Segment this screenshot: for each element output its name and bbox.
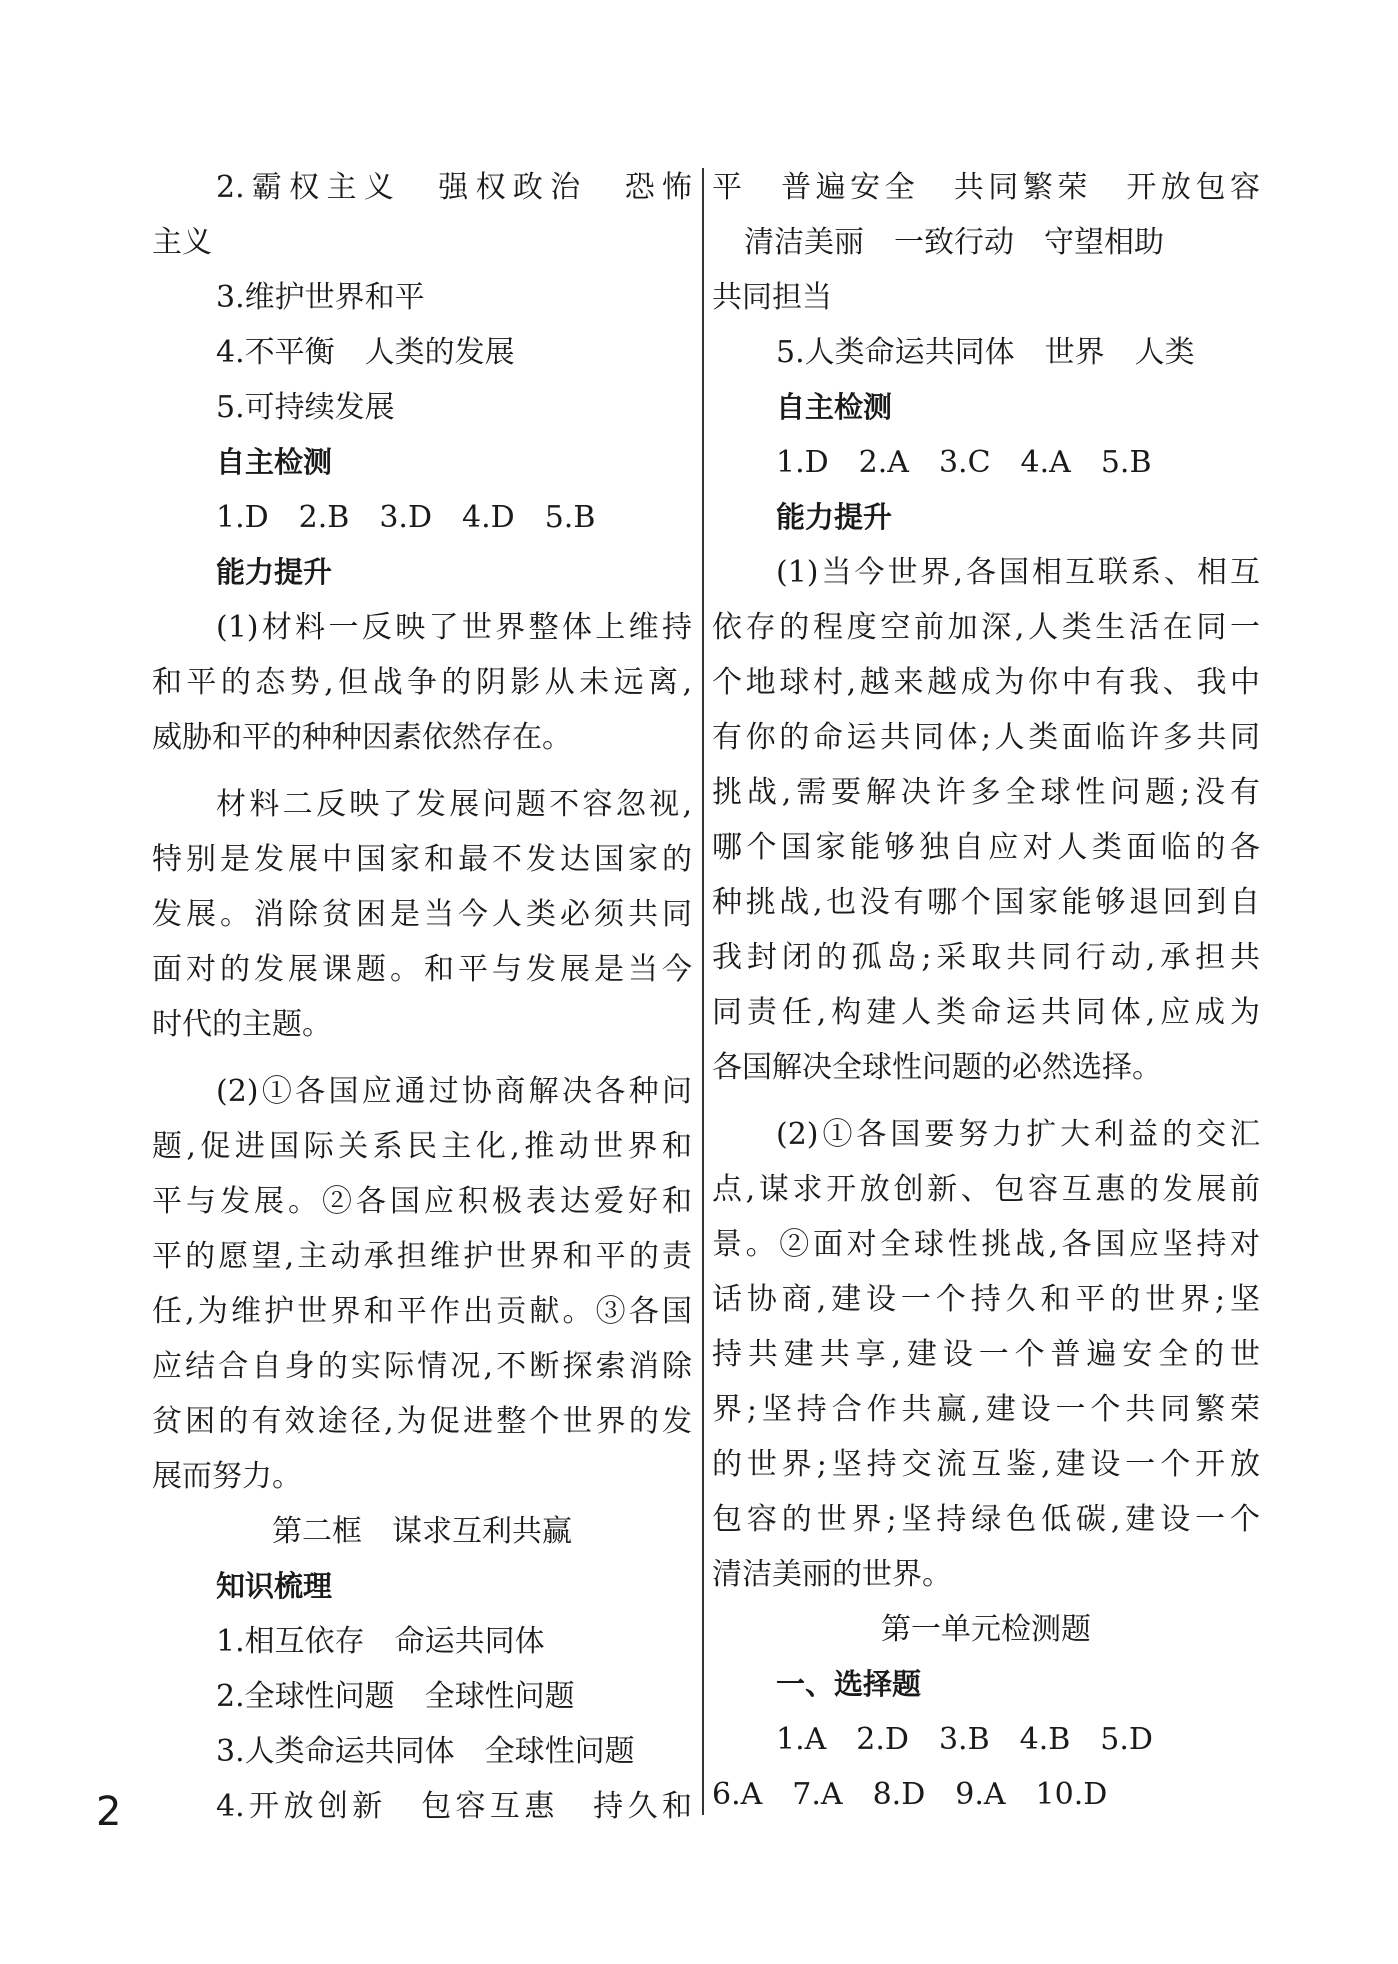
right-text-line: 清洁美丽 一致行动 守望相助 [744,225,1164,260]
right-heading: 一、选择题 [776,1667,922,1701]
right-text-line: 个地球村,越来越成为你中有我、我中 [712,665,1260,700]
right-section-title: 第一单元检测题 [881,1612,1091,1647]
left-text-line: 任,为维护世界和平作出贡献。③各国 [152,1294,692,1329]
right-text-line: 哪个国家能够独自应对人类面临的各 [712,830,1260,865]
right-gap [712,1095,1260,1107]
left-text-line: 主义 [152,225,212,260]
left-text-line: 发展。消除贫困是当今人类必须共同 [152,897,692,932]
right-text-line: (1)当今世界,各国相互联系、相互 [776,555,1260,590]
left-gap [152,1052,692,1064]
right-text-line: 界;坚持合作共赢,建设一个共同繁荣 [712,1392,1260,1427]
right-text-line: 清洁美丽的世界。 [712,1557,952,1592]
left-text-line: 2.全球性问题 全球性问题 [216,1679,575,1714]
left-text-line: 展而努力。 [152,1459,302,1494]
right-text-line: 挑战,需要解决许多全球性问题;没有 [712,775,1260,810]
right-text-line: 种挑战,也没有哪个国家能够退回到自 [712,885,1260,920]
right-text-line: 点,谋求开放创新、包容互惠的发展前 [712,1172,1260,1207]
right-heading: 能力提升 [776,500,893,534]
right-text-line: 5.人类命运共同体 世界 人类 [776,335,1195,370]
left-text-line: 时代的主题。 [152,1007,332,1042]
right-text-line: (2)①各国要努力扩大利益的交汇 [776,1117,1260,1152]
right-text-line: 1.A 2.D 3.B 4.B 5.D [776,1722,1153,1757]
left-text-line: 题,促进国际关系民主化,推动世界和 [152,1129,692,1164]
page-number: 2 [96,1789,122,1835]
right-text-line: 景。②面对全球性挑战,各国应坚持对 [712,1227,1260,1262]
right-text-line: 持共建共享,建设一个普遍安全的世 [712,1337,1260,1372]
right-heading: 自主检测 [776,390,893,424]
left-text-line: (2)①各国应通过协商解决各种问 [216,1074,692,1109]
left-text-line: 特别是发展中国家和最不发达国家的 [152,842,692,877]
right-column [712,160,1260,1822]
left-text-line: 4.开放创新 包容互惠 持久和 [216,1789,692,1824]
left-text-line: 面对的发展课题。和平与发展是当今 [152,952,692,987]
right-text-line: 依存的程度空前加深,人类生活在同一 [712,610,1260,645]
left-section-title: 第二框 谋求互利共赢 [272,1514,572,1549]
right-text-line: 6.A 7.A 8.D 9.A 10.D [712,1777,1108,1812]
left-text-line: 2.霸权主义 强权政治 恐怖 [216,170,692,205]
left-text-line: 1.相互依存 命运共同体 [216,1624,545,1659]
right-text-line: 各国解决全球性问题的必然选择。 [712,1050,1162,1085]
left-text-line: 平的愿望,主动承担维护世界和平的责 [152,1239,692,1274]
left-text-line: 4.不平衡 人类的发展 [216,335,515,370]
right-text-line: 1.D 2.A 3.C 4.A 5.B [776,445,1152,480]
right-text-line: 平 普遍安全 共同繁荣 开放包容 [712,170,1260,205]
left-gap [152,765,692,777]
left-heading: 知识梳理 [216,1569,333,1603]
right-text-line: 有你的命运共同体;人类面临许多共同 [712,720,1260,755]
left-text-line: 贫困的有效途径,为促进整个世界的发 [152,1404,692,1439]
right-text-line: 话协商,建设一个持久和平的世界;坚 [712,1282,1260,1317]
left-text-line: 应结合自身的实际情况,不断探索消除 [152,1349,692,1384]
left-column [152,160,692,1834]
left-text-line: 1.D 2.B 3.D 4.D 5.B [216,500,596,535]
left-text-line: 5.可持续发展 [216,390,395,425]
column-divider [702,168,704,1815]
left-text-line: 3.维护世界和平 [216,280,425,315]
left-text-line: 材料二反映了发展问题不容忽视, [216,787,692,822]
right-text-line: 的世界;坚持交流互鉴,建设一个开放 [712,1447,1260,1482]
left-text-line: 3.人类命运共同体 全球性问题 [216,1734,635,1769]
left-text-line: 平与发展。②各国应积极表达爱好和 [152,1184,692,1219]
right-text-line: 我封闭的孤岛;采取共同行动,承担共 [712,940,1260,975]
left-text-line: 威胁和平的种种因素依然存在。 [152,720,572,755]
left-heading: 能力提升 [216,555,333,589]
right-text-line: 同责任,构建人类命运共同体,应成为 [712,995,1260,1030]
left-text-line: 和平的态势,但战争的阴影从未远离, [152,665,692,700]
left-heading: 自主检测 [216,445,333,479]
right-text-line: 共同担当 [712,280,832,315]
left-text-line: (1)材料一反映了世界整体上维持 [216,610,692,645]
right-text-line: 包容的世界;坚持绿色低碳,建设一个 [712,1502,1260,1537]
